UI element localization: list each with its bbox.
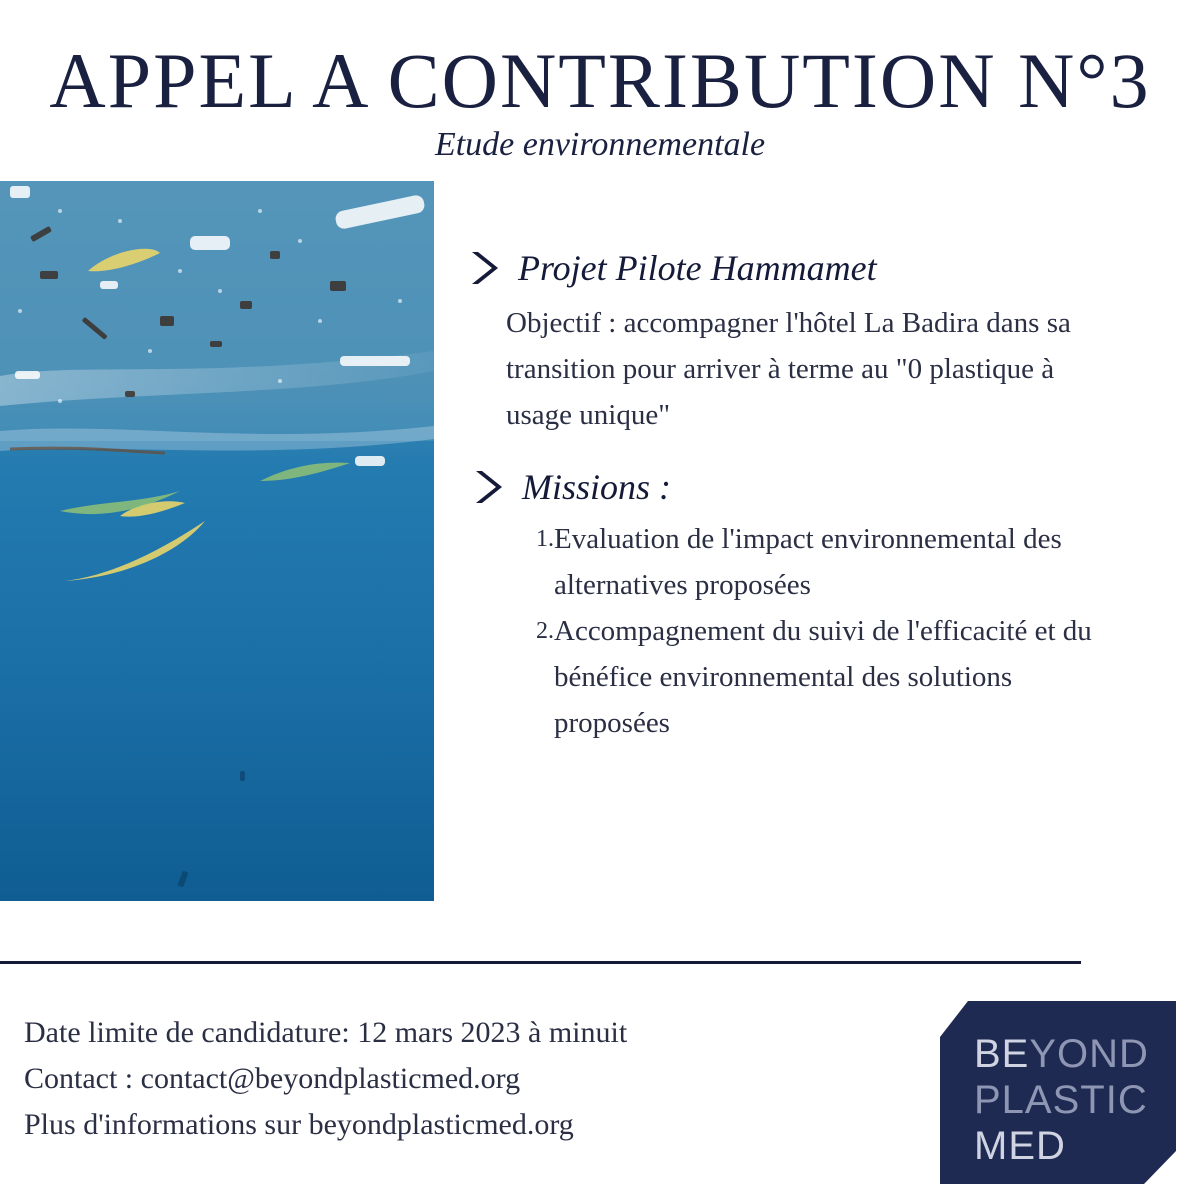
page-title: APPEL A CONTRIBUTION N°3 — [49, 37, 1151, 124]
project-title: Projet Pilote Hammamet — [518, 248, 877, 288]
objective-line: Objectif : accompagner l'hôtel La Badira dans sa — [506, 307, 1071, 339]
objective-line: transition pour arriver à terme au "0 plastique à — [506, 353, 1055, 385]
beyond-plastic-med-logo — [940, 1001, 1176, 1184]
list-item — [530, 608, 1170, 746]
page-subtitle: Etude environnementale — [434, 126, 766, 163]
missions-title: Missions : — [522, 467, 672, 507]
missions-section-header — [472, 466, 671, 508]
contact-text: Contact : contact@beyondplasticmed.org — [24, 1062, 521, 1095]
objective-line: usage unique" — [506, 399, 671, 431]
missions-list — [530, 516, 1170, 746]
logo-line-1: BEYOND — [974, 1032, 1149, 1076]
logo-line-2: PLASTIC — [974, 1078, 1148, 1122]
list-item — [530, 516, 1170, 608]
footer-divider — [0, 961, 1081, 964]
list-item-line: proposées — [554, 707, 670, 739]
list-item-line: Evaluation de l'impact environnemental des — [554, 523, 1062, 555]
chevron-right-icon — [468, 248, 502, 288]
list-item-line: bénéfice environnemental des solutions — [554, 661, 1013, 693]
list-item-line: alternatives proposées — [554, 569, 811, 601]
project-section-header — [468, 247, 877, 289]
underwater-plastic-photo — [0, 181, 434, 901]
more-info-text: Plus d'informations sur beyondplasticmed.org — [24, 1108, 574, 1141]
list-item-line: Accompagnement du suivi de l'efficacité et du — [554, 615, 1092, 647]
logo-line-3: MED — [974, 1124, 1066, 1168]
deadline-text: Date limite de candidature: 12 mars 2023 à minuit — [24, 1016, 628, 1049]
project-objective — [506, 300, 1166, 438]
chevron-right-icon — [472, 467, 506, 507]
list-item-number: 2. — [536, 618, 554, 644]
list-item-number: 1. — [536, 526, 554, 552]
